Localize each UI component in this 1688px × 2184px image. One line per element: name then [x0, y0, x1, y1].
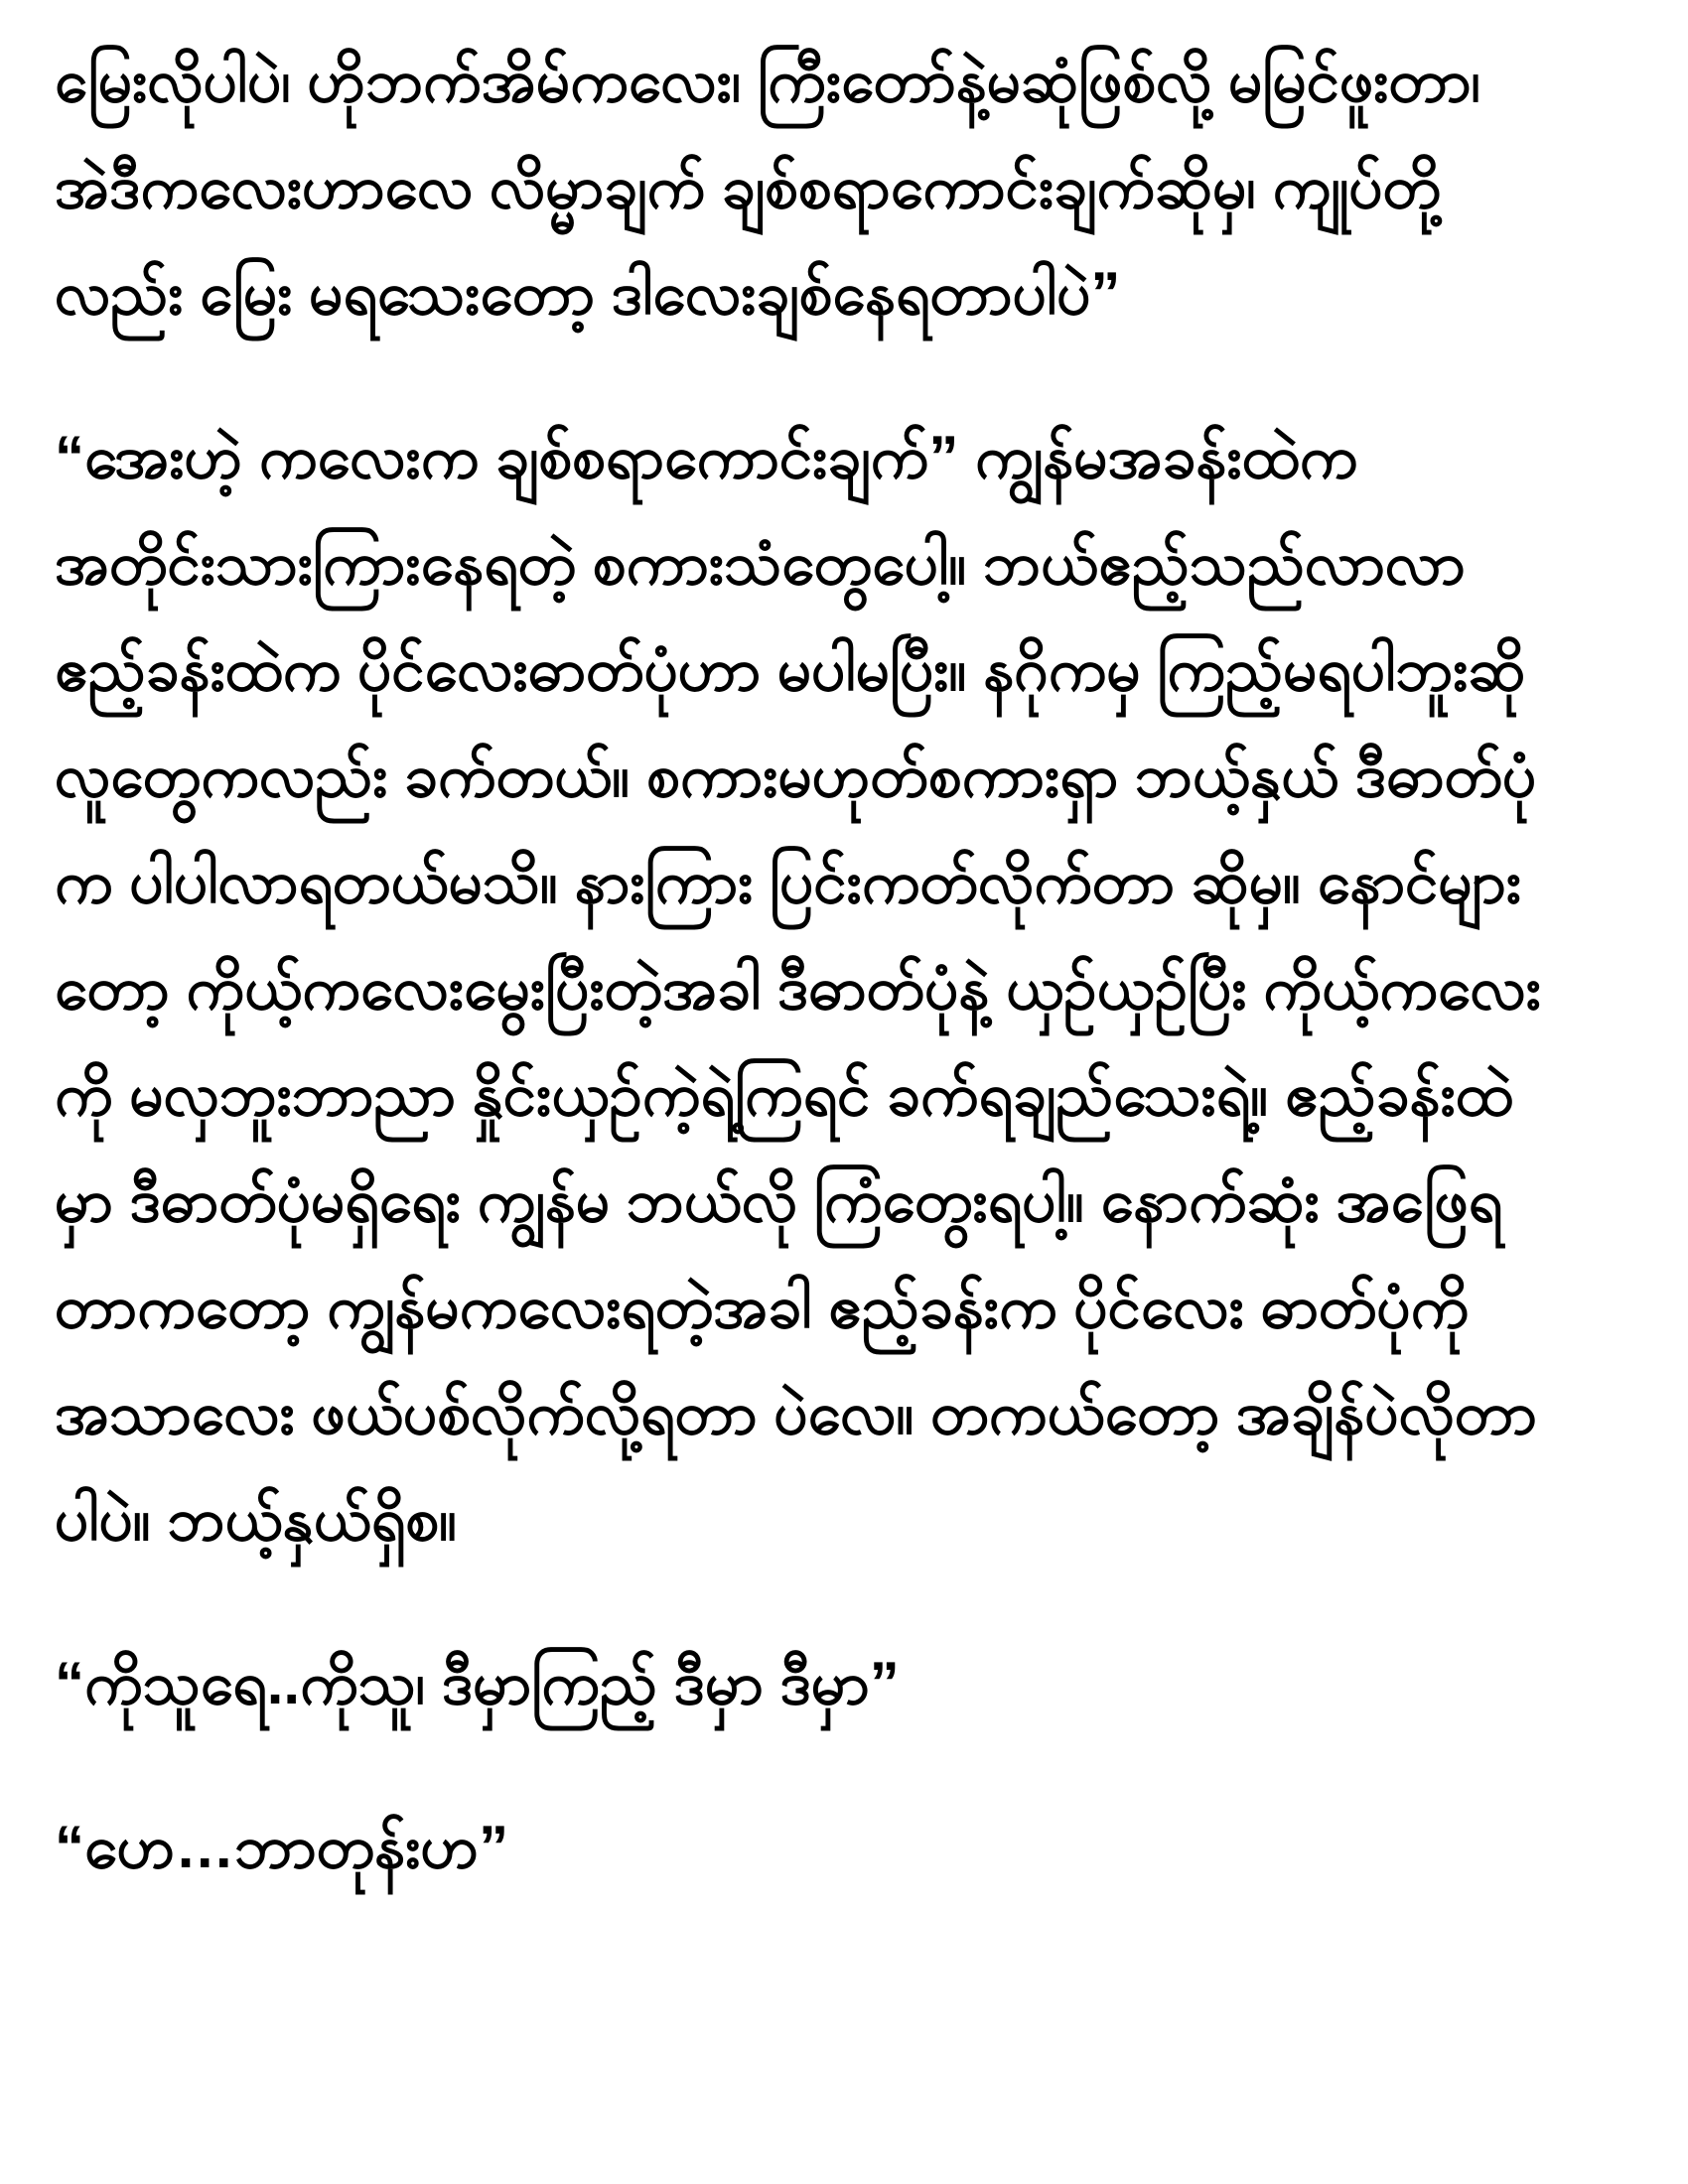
text-line: ပါပဲ။ ဘယ့်နှယ်ရှိစ။	[55, 1486, 458, 1553]
text-line: “အေးဟဲ့ ကလေးက ချစ်စရာကောင်းချက်” ကျွန်မအခန်းထဲက	[55, 424, 1358, 490]
paragraph-1	[55, 28, 1633, 346]
text-line: “ဟေ…ဘာတုန်းဟ”	[55, 1814, 509, 1880]
text-line: အတိုင်းသားကြားနေရတဲ့ စကားသံတွေပေါ့။ ဘယ်ဧည့်သည်လာလာ	[55, 530, 1466, 597]
text-line: အဲဒီကလေးဟာလေ လိမ္မာချက် ချစ်စရာကောင်းချက်ဆိုမှ၊ ကျုပ်တို့	[55, 154, 1442, 220]
text-line: က ပါပါလာရတယ်မသိ။ နားကြား ပြင်းကတ်လိုက်တာ ဆိုမှ။ နောင်များ	[55, 849, 1522, 915]
text-line: “ကိုသူရေ..ကိုသူ၊ ဒီမှာကြည့် ဒီမှာ ဒီမှာ”	[55, 1650, 900, 1716]
text-line: ဧည့်ခန်းထဲက ပိုင်လေးဓာတ်ပုံဟာ မပါမပြီး။ နဂိုကမှ ကြည့်မရပါဘူးဆို	[55, 636, 1526, 703]
paragraph-4-dialogue	[55, 1794, 1633, 1900]
text-line: ကို မလှဘူးဘာညာ နှိုင်းယှဉ်ကဲ့ရဲ့ကြရင် ခက်ရချည်သေးရဲ့။ ဧည့်ခန်းထဲ	[55, 1061, 1513, 1128]
text-line: အသာလေး ဖယ်ပစ်လိုက်လို့ရတာ ပဲလေ။ တကယ်တော့ အချိန်ပဲလိုတာ	[55, 1380, 1537, 1446]
text-line: တော့ ကိုယ့်ကလေးမွေးပြီးတဲ့အခါ ဒီဓာတ်ပုံနဲ့ ယှဉ်ယှဉ်ပြီး ကိုယ့်ကလေး	[55, 955, 1542, 1022]
text-line: မှာ ဒီဓာတ်ပုံမရှိရေး ကျွန်မ ဘယ်လို ကြံတွေးရပါ့။ နောက်ဆုံး အဖြေရ	[55, 1167, 1503, 1234]
text-line: မြေးလိုပါပဲ၊ ဟိုဘက်အိမ်ကလေး၊ ကြီးတော်နဲ့မဆုံဖြစ်လို့ မမြင်ဖူးတာ၊	[55, 48, 1481, 114]
paragraph-3-dialogue	[55, 1630, 1633, 1736]
paragraph-2	[55, 404, 1633, 1572]
text-line: တာကတော့ ကျွန်မကလေးရတဲ့အခါ ဧည့်ခန်းက ပိုင်လေး ဓာတ်ပုံကို	[55, 1274, 1470, 1340]
text-line: လူတွေကလည်း ခက်တယ်။ စကားမဟုတ်စကားရှာ ဘယ့်နှယ် ဒီဓာတ်ပုံ	[55, 743, 1537, 809]
text-line: လည်း မြေး မရသေးတော့ ဒါလေးချစ်နေရတာပါပဲ”	[55, 260, 1121, 327]
